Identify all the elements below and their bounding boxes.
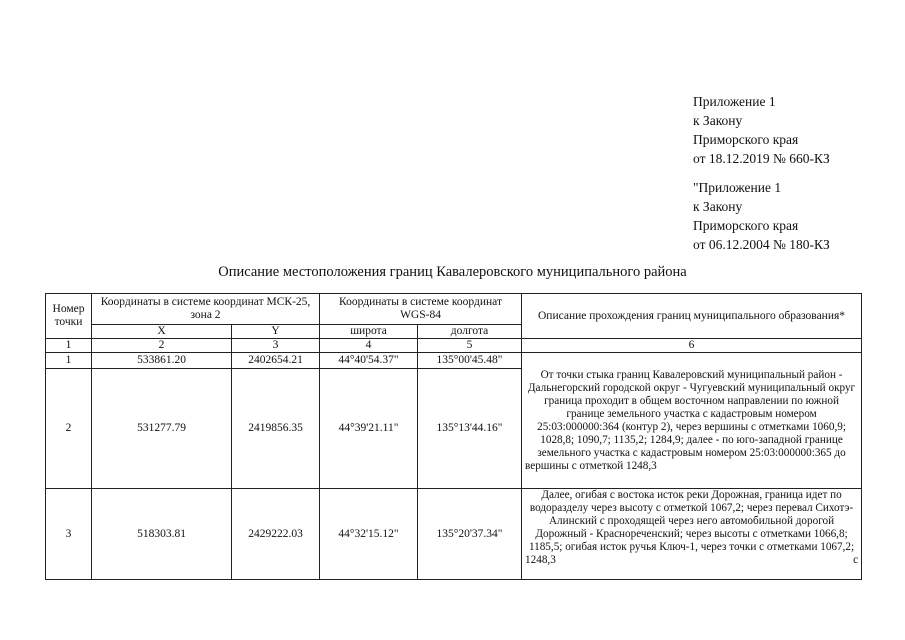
- header-wgs-coordinates: Координаты в системе координат WGS-84: [320, 294, 522, 325]
- coord-y: 2429222.03: [232, 489, 320, 580]
- annex-line: "Приложение 1: [693, 180, 782, 195]
- column-number-row: [46, 339, 862, 353]
- coord-y: 2419856.35: [232, 369, 320, 489]
- header-y: Y: [232, 325, 320, 339]
- segment-description-clip: [525, 489, 858, 579]
- coord-latitude: 44°39'21.11": [320, 369, 418, 489]
- column-number: 3: [232, 339, 320, 353]
- annex-line: Приложение 1: [693, 94, 776, 109]
- annex-line: Приморского края: [693, 218, 799, 233]
- annex-line: от 18.12.2019 № 660-КЗ: [693, 151, 830, 166]
- table-row-spacer: [46, 489, 862, 507]
- header-latitude: широта: [320, 325, 418, 339]
- coord-y: 2402654.21: [232, 353, 320, 369]
- header-point-number: Номер точки: [46, 294, 92, 339]
- coord-longitude: 135°20'37.34": [418, 489, 522, 580]
- segment-description: Далее, огибая с востока исток реки Дорожная, граница идет по водоразделу через высоту с отметкой 1067,2; через перевал Сихотэ-Алинский с проходящей через него автомобильной дорогой Дорожный - Краснореченский; через высоты с отметками 1066,8; 1185,5; огибая исток ручья Ключ-1, через точки с отметками 1067,2; 1248,3 с: [525, 489, 859, 566]
- annex-line: от 06.12.2004 № 180-КЗ: [693, 237, 830, 252]
- document-title: Описание местоположения границ Кавалеровского муниципального района: [218, 264, 687, 280]
- annex-line: Приморского края: [693, 132, 799, 147]
- column-number: 4: [320, 339, 418, 353]
- coord-x: 531277.79: [92, 369, 232, 489]
- annex-original-reference: [693, 178, 830, 254]
- point-number: 2: [46, 369, 92, 489]
- coord-x: 518303.81: [92, 489, 232, 580]
- column-number: 5: [418, 339, 522, 353]
- coord-longitude: 135°00'45.48": [418, 353, 522, 369]
- coord-x: 533861.20: [92, 353, 232, 369]
- point-number: 1: [46, 353, 92, 369]
- annex-line: к Закону: [693, 113, 743, 128]
- column-number: 1: [46, 339, 92, 353]
- header-msk-coordinates: Координаты в системе координат МСК-25, зона 2: [92, 294, 320, 325]
- coord-latitude: 44°32'15.12": [320, 489, 418, 580]
- column-number: 2: [92, 339, 232, 353]
- table-row: [46, 353, 862, 369]
- boundary-table: [45, 293, 862, 580]
- annex-current-reference: [693, 92, 830, 168]
- column-number: 6: [522, 339, 862, 353]
- coord-longitude: 135°13'44.16": [418, 369, 522, 489]
- coord-latitude: 44°40'54.37": [320, 353, 418, 369]
- header-longitude: долгота: [418, 325, 522, 339]
- header-description: Описание прохождения границ муниципального образования*: [522, 294, 862, 339]
- point-number: 3: [46, 489, 92, 580]
- annex-line: к Закону: [693, 199, 743, 214]
- header-x: X: [92, 325, 232, 339]
- segment-description-cell: [522, 489, 862, 580]
- segment-description: От точки стыка границ Кавалеровский муниципальный район - Дальнегорский городской округ - Чугуевский муниципальный округ граница проходит в общем восточном направлении по южной границе земельного участка с кадастровым номером 25:03:000000:364 (контур 2), через вершины с отметками 1060,9; 1028,8; 1090,7; 1135,2; 1284,9; далее - по юго-западной границе земельного участка с кадастровым номером 25:03:000000:365 до вершины с отметкой 1248,3: [522, 353, 862, 489]
